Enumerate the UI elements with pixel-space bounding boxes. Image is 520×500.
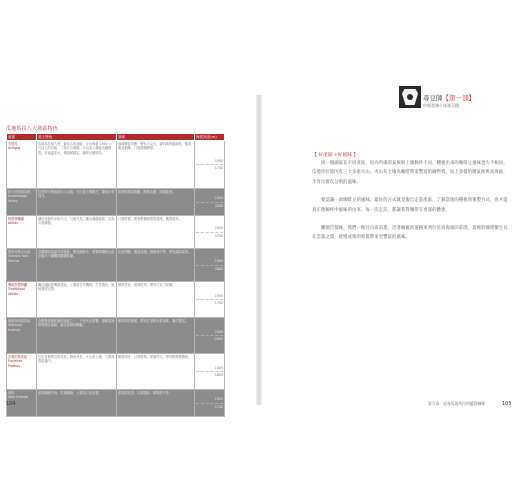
paragraph: 離開首都後，我們一路往山區前進，沿著蜿蜒的道路來到位於高海拔的莊園，這裡的咖啡樹生長在雲霧之間，緩慢成熟的果實帶來更豐富的風味。 xyxy=(312,226,508,241)
altitude-cell xyxy=(195,390,225,417)
paragraph: 同一個國家在不同產區，因為所處的氣候與土壤條件不同，種植出來的咖啡豆風味也大不相同。瓜地馬拉境內有三十多座火山，火山灰土壤為咖啡帶來豐富的礦物質，加上多樣的微氣候與高海拔，孕育出層次分明的風味。 xyxy=(312,161,508,185)
origin-cell: 柯班 New Oriente xyxy=(7,390,37,417)
altitude-divider xyxy=(196,371,223,372)
altitude-divider xyxy=(196,232,223,233)
table-row xyxy=(7,216,225,249)
flavor-cell: 果香與花香，口感溫和，醇厚度中等。 xyxy=(117,390,195,417)
altitude-high: 1800 xyxy=(214,373,223,377)
flavor-cell: 口感厚實，帶有柑橘與堅果風味，酸質清亮。 xyxy=(117,216,195,249)
origin-table xyxy=(6,133,225,417)
altitude-low: 1500 xyxy=(214,293,223,298)
altitude-low: 1300 xyxy=(214,397,223,402)
altitude-cell xyxy=(195,354,225,390)
origin-cell: 安提瓜 Antigua xyxy=(7,141,37,189)
table-row xyxy=(7,189,225,216)
origin-cell: 阿提特蘭湖 Atitlán xyxy=(7,216,37,249)
altitude-divider xyxy=(196,265,223,266)
altitude-divider xyxy=(196,299,223,300)
altitude-divider xyxy=(196,403,223,404)
features-cell: 湖泊周邊有多座火山，日照充足，湖水調節氣候，多為小農種植。 xyxy=(37,216,117,249)
table-header-cell: 產區 xyxy=(7,134,37,141)
flavor-cell: 花香與果香明顯，酸質活潑，尾韻乾淨。 xyxy=(117,189,195,216)
table-header-row xyxy=(7,134,225,141)
altitude-low: 1500 xyxy=(214,158,223,163)
origin-cell: 傳統阿提特蘭 Traditional Atitlán xyxy=(7,282,37,318)
altitude-low: 1300 xyxy=(214,196,223,201)
flavor-cell: 酸質明亮，口感醇厚，尾韻持久，帶有輕微煙燻感。 xyxy=(117,354,195,390)
emblem-dot xyxy=(407,94,413,100)
flavor-cell: 醇厚度佳，風味乾淨，帶有巧克力尾韻。 xyxy=(117,282,195,318)
page-number-right: 105 xyxy=(502,401,512,407)
altitude-low: 1400 xyxy=(214,365,223,370)
table-row xyxy=(7,282,225,318)
chapter-emblem-icon xyxy=(399,86,421,108)
origin-cell: 法漢尼斯高原 Fraijanes Plateau xyxy=(7,354,37,390)
altitude-high: 2000 xyxy=(214,203,223,208)
origin-cell: 薇薇特南果高地 Highland Huehue xyxy=(7,318,37,354)
altitude-low: 1300 xyxy=(214,259,223,264)
chapter-subtitle: 中南美洲十年尋豆路 xyxy=(423,103,459,108)
altitude-cell xyxy=(195,282,225,318)
table-row xyxy=(7,249,225,282)
altitude-high: 2000 xyxy=(214,337,223,341)
flavor-cell: 風味豐富均衡，帶有巧克力、香料與柑橘調性，酸質明亮細緻，口感滑順醇厚。 xyxy=(117,141,195,189)
origin-cell: 聖馬可斯火山區 Volcanic San Marcos xyxy=(7,249,37,282)
running-footer-right: 第九章 追尋瓜地馬拉的優質咖啡 xyxy=(428,401,485,406)
altitude-high: 1700 xyxy=(214,404,223,409)
features-cell: 氣候潮濕多雨，雲霧繚繞，土壤為石灰岩質。 xyxy=(37,390,117,417)
origin-cell: 阿卡特南果谷地 Acatenango Valley xyxy=(7,189,37,216)
flavor-cell: 花香明顯，酸質活潑，醇厚度中等，帶有溫和果香。 xyxy=(117,249,195,282)
altitude-low: 1500 xyxy=(214,226,223,231)
table-header-cell: 風味 xyxy=(117,134,195,141)
altitude-cell xyxy=(195,141,225,189)
altitude-high: 1800 xyxy=(214,266,223,271)
page-number-left: 104 xyxy=(6,401,16,407)
altitude-divider xyxy=(196,164,223,165)
altitude-high: 1700 xyxy=(214,301,223,305)
table-header-cell: 海拔高度(m) xyxy=(195,134,225,141)
altitude-divider xyxy=(196,335,223,336)
section-heading: 【 好產區＋好風味 】 xyxy=(312,153,359,158)
features-cell: 全國降雨量最多的產區，開花期較早，需要將咖啡豆放在陽光下曝曬或機器乾燥。 xyxy=(37,249,117,282)
table-row xyxy=(7,354,225,390)
altitude-high: 1700 xyxy=(214,166,223,170)
altitude-divider xyxy=(196,202,223,203)
chapter-label: 尋豆師 xyxy=(423,94,443,102)
altitude-high: 1700 xyxy=(214,233,223,238)
features-cell: 全國最高最乾燥的產區之一，不受火山影響，溫暖氣流帶來穩定氣候，適合高海拔種植。 xyxy=(37,318,117,354)
altitude-cell xyxy=(195,216,225,249)
chapter-sub-label: 【第一部】 xyxy=(442,94,475,102)
features-cell: 瓜地馬拉最古老、最知名的產區，位於海拔 1500 公尺以上的谷地，三座火山環繞，火山灰土壤富含礦物質，日夜溫差大，微氣候穩定，咖啡豆硬度高。 xyxy=(37,141,117,189)
table-row xyxy=(7,318,225,354)
body-text xyxy=(312,159,510,252)
flavor-cell: 酸質明亮飽滿，帶有紅酒與水果風味，層次豐富。 xyxy=(117,318,195,354)
paragraph: 要認識一款咖啡豆的風味，最好的方式就是親自走進產區，了解當地的種植與後製方式，也才能真正理解杯中風味的由來。每一次走訪，都讓我對咖啡有更深的體會。 xyxy=(312,198,508,213)
altitude-cell xyxy=(195,318,225,354)
chapter-title xyxy=(423,93,475,102)
table-title: 瓜地馬拉八大產區特色 xyxy=(6,126,59,132)
altitude-cell xyxy=(195,249,225,282)
features-cell: 位於首都附近的高原，降雨充足，火山灰土壤，日照與霧氣適中。 xyxy=(37,354,117,390)
altitude-low: 1500 xyxy=(214,329,223,334)
table-row xyxy=(7,141,225,189)
features-cell: 位於阿卡特南果火山山坡，火山灰土壤肥沃，降雨分布均勻。 xyxy=(37,189,117,216)
table-header-cell: 風土特色 xyxy=(37,134,117,141)
altitude-cell xyxy=(195,189,225,216)
table-row xyxy=(7,390,225,417)
features-cell: 鄰近湖區的傳統產區，土壤富含有機質，生長期長，風味發展完整。 xyxy=(37,282,117,318)
